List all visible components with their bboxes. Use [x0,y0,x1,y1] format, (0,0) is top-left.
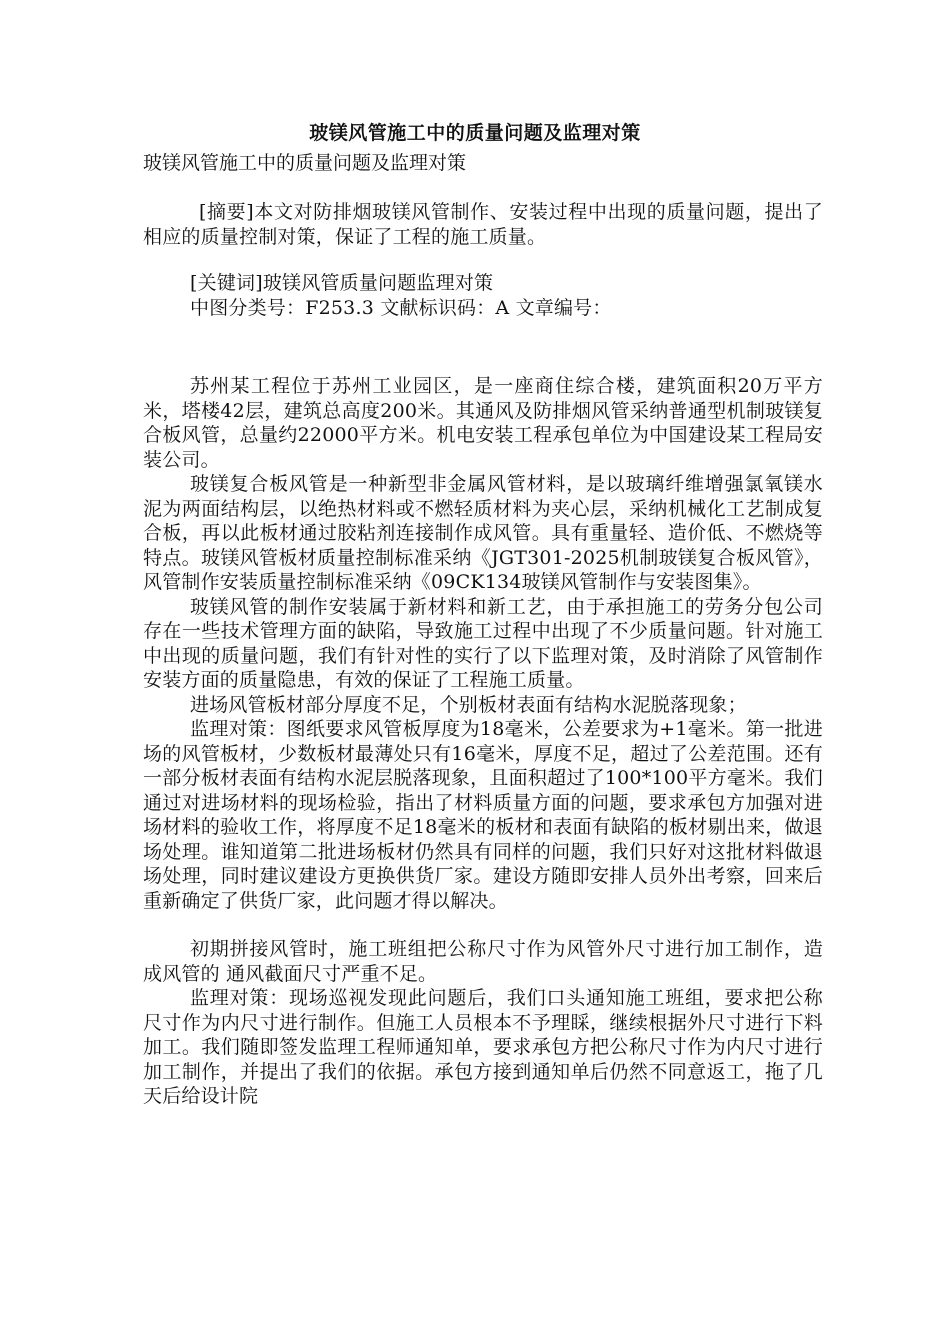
classification-block [143,296,823,321]
body-paragraph: 监理对策：图纸要求风管板厚度为18毫米，公差要求为+1毫米。第一批进场的风管板材，少数板材最薄处只有16毫米，厚度不足，超过了公差范围。还有一部分板材表面有结构水泥层脱落现象，且面积超过了100*100平方毫米。我们通过对进场材料的现场检验，指出了材料质量方面的问题，要求承包方加强对进场材料的验收工作，将厚度不足18毫米的板材和表面有缺陷的板材剔出来，做退场处理。谁知道第二批进场板材仍然具有同样的问题，我们只好对这批材料做退场处理，同时建议建设方更换供货厂家。建设方随即安排人员外出考察，回来后重新确定了供货厂家，此问题才得以解决。 [143,718,823,912]
page-subtitle: 玻镁风管施工中的质量问题及监理对策 [143,152,467,174]
article-body [143,374,823,1109]
body-paragraph: 玻镁风管的制作安装属于新材料和新工艺，由于承担施工的劳务分包公司存在一些技术管理方面的缺陷，导致施工过程中出现了不少质量问题。针对施工中出现的质量问题，我们有针对性的实行了以下监理对策，及时消除了风管制作安装方面的质量隐患，有效的保证了工程施工质量。 [143,595,823,691]
body-paragraph: 苏州某工程位于苏州工业园区，是一座商住综合楼，建筑面积20万平方米，塔楼42层，建筑总高度200米。其通风及防排烟风管采纳普通型机制玻镁复合板风管，总量约22000平方米。机电安装工程承包单位为中国建设某工程局安装公司。 [143,375,823,471]
abstract-paragraph: [摘要]本文对防排烟玻镁风管制作、安装过程中出现的质量问题，提出了相应的质量控制对策，保证了工程的施工质量。 [143,201,823,248]
body-paragraph: 监理对策：现场巡视发现此问题后，我们口头通知施工班组，要求把公称尺寸作为内尺寸进行制作。但施工人员根本不予理睬，继续根据外尺寸进行下料加工。我们随即签发监理工程师通知单，要求承包方把公称尺寸作为内尺寸进行加工制作，并提出了我们的依据。承包方接到通知单后仍然不同意返工，拖了几天后给设计院 [143,987,823,1107]
body-paragraph: 玻镁复合板风管是一种新型非金属风管材料，是以玻璃纤维增强氯氧镁水泥为两面结构层，以绝热材料或不燃轻质材料为夹心层，采纳机械化工艺制成复合板，再以此板材通过胶粘剂连接制作成风管。具有重量轻、造价低、不燃烧等特点。玻镁风管板材质量控制标准采纳《JGT301-2025机制玻镁复合板风管》，风管制作安装质量控制标准采纳《09CK134玻镁风管制作与安装图集》。 [143,473,823,593]
body-paragraph: 初期拼接风管时，施工班组把公称尺寸作为风管外尺寸进行加工制作，造成风管的 通风截面尺寸严重不足。 [143,938,823,985]
page-title: 玻镁风管施工中的质量问题及监理对策 [309,122,641,144]
keywords-line: [关键词]玻镁风管质量问题监理对策 [190,272,494,294]
body-paragraph: 进场风管板材部分厚度不足，个别板材表面有结构水泥脱落现象； [190,693,747,716]
keywords-block [143,271,823,296]
classification-line: 中图分类号：F253.3 文献标识码：A 文章编号： [190,297,612,319]
abstract-block [143,200,823,249]
